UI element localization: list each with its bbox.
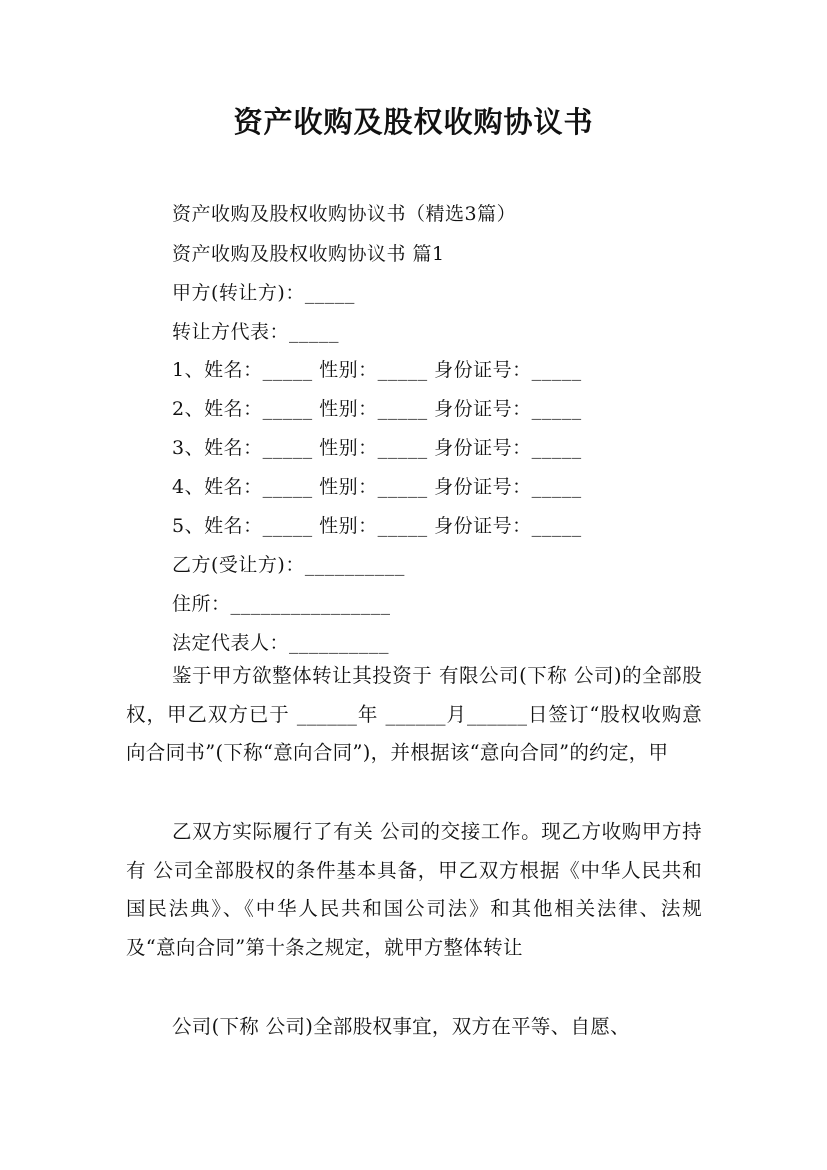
representative-row-3: 3、姓名：_____ 性别：_____ 身份证号：_____ (172, 437, 582, 459)
representative-row-4: 4、姓名：_____ 性别：_____ 身份证号：_____ (172, 476, 582, 498)
transferor-representative-line: 转让方代表：_____ (172, 321, 340, 343)
legal-representative-line: 法定代表人：__________ (172, 632, 390, 654)
party-b-line: 乙方(受让方)：__________ (172, 554, 405, 576)
body-paragraph-2: 乙双方实际履行了有关 公司的交接工作。现乙方收购甲方持有 公司全部股权的条件基本具备，甲乙双方根据《中华人民共和国民法典》、《中华人民共和国公司法》和其他相关法律、法规及“意向合同”第十条之规定，就甲方整体转让 (126, 820, 702, 960)
subtitle-line: 资产收购及股权收购协议书（精选3篇） (172, 203, 517, 225)
address-line: 住所：________________ (172, 593, 391, 615)
representative-row-5: 5、姓名：_____ 性别：_____ 身份证号：_____ (172, 515, 582, 537)
representative-row-1: 1、姓名：_____ 性别：_____ 身份证号：_____ (172, 359, 582, 381)
representative-row-2: 2、姓名：_____ 性别：_____ 身份证号：_____ (172, 398, 582, 420)
document-title: 资产收购及股权收购协议书 (233, 105, 594, 139)
body-paragraph-3: 公司(下称 公司)全部股权事宜，双方在平等、自愿、 (172, 1015, 630, 1038)
party-a-line: 甲方(转让方)：_____ (172, 282, 355, 304)
body-paragraph-1: 鉴于甲方欲整体转让其投资于 有限公司(下称 公司)的全部股权，甲乙双方已于 ______年 ______月______日签订“股权收购意向合同书”(下称“意向合同”)，并根据该“意向合同”的约定，甲 (126, 664, 702, 765)
section-heading: 资产收购及股权收购协议书 篇1 (172, 243, 445, 265)
